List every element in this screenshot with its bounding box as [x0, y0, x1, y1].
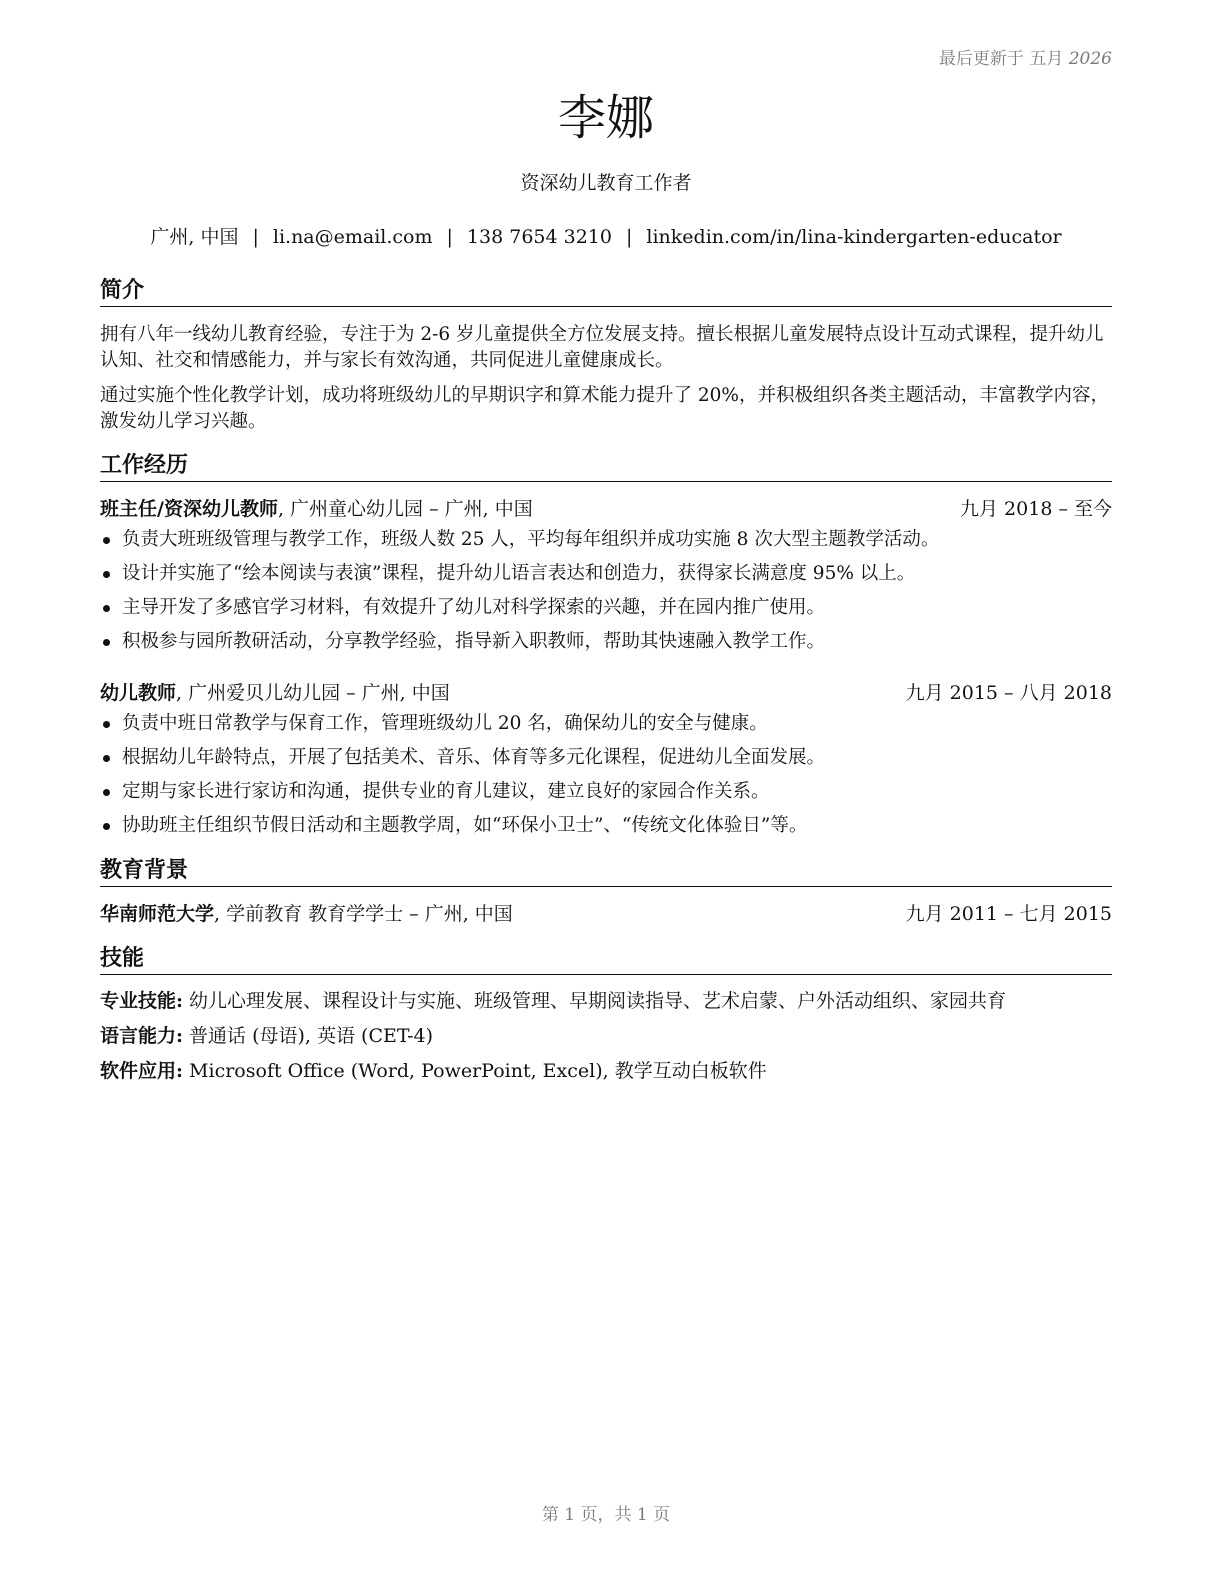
last-updated-prefix: 最后更新于 五月	[938, 49, 1064, 69]
contact-line	[100, 224, 1112, 250]
last-updated-year: 2026	[1068, 49, 1112, 69]
contact-separator: |	[252, 226, 259, 248]
list-item: 定期与家长进行家访和沟通，提供专业的育儿建议，建立良好的家园合作关系。	[100, 779, 1112, 813]
job-date: 九月 2018 – 至今	[960, 498, 1112, 520]
job-header	[100, 680, 1112, 706]
list-item: 积极参与园所教研活动，分享教学经验，指导新入职教师，帮助其快速融入教学工作。	[100, 629, 1112, 663]
list-item: 负责大班班级管理与教学工作，班级人数 25 人，平均每年组织并成功实施 8 次大型主题教学活动。	[100, 527, 1112, 561]
list-item: 根据幼儿年龄特点，开展了包括美术、音乐、体育等多元化课程，促进幼儿全面发展。	[100, 745, 1112, 779]
job-bullets	[100, 527, 1112, 663]
skill-line	[100, 988, 1112, 1014]
section-title-experience: 工作经历	[100, 452, 1112, 482]
skill-value: Microsoft Office (Word, PowerPoint, Excel), 教学互动白板软件	[183, 1060, 767, 1082]
skill-label: 软件应用:	[100, 1060, 184, 1082]
skill-label: 专业技能:	[100, 990, 184, 1012]
list-item: 设计并实施了“绘本阅读与表演”课程，提升幼儿语言表达和创造力，获得家长满意度 95% 以上。	[100, 561, 1112, 595]
contact-email[interactable]: li.na@email.com	[272, 226, 433, 248]
contact-separator: |	[446, 226, 453, 248]
list-item: 协助班主任组织节假日活动和主题教学周，如“环保小卫士”、“传统文化体验日”等。	[100, 813, 1112, 847]
job-organization: , 广州童心幼儿园 – 广州, 中国	[277, 498, 533, 520]
list-item: 主导开发了多感官学习材料，有效提升了幼儿对科学探索的兴趣，并在园内推广使用。	[100, 595, 1112, 629]
job-role: 幼儿教师	[100, 682, 177, 704]
contact-linkedin[interactable]: linkedin.com/in/lina-kindergarten-educator	[646, 226, 1062, 248]
summary-paragraph: 通过实施个性化教学计划，成功将班级幼儿的早期识字和算术能力提升了 20%，并积极组织各类主题活动，丰富教学内容，激发幼儿学习兴趣。	[100, 385, 1110, 432]
candidate-headline: 资深幼儿教育工作者	[520, 172, 692, 194]
job-bullets	[100, 711, 1112, 847]
school-name: 华南师范大学	[100, 903, 215, 925]
education-entry	[100, 901, 1112, 927]
summary-paragraph: 拥有八年一线幼儿教育经验，专注于为 2-6 岁儿童提供全方位发展支持。擅长根据儿童发展特点设计互动式课程，提升幼儿认知、社交和情感能力，并与家长有效沟通，共同促进儿童健康成长。	[100, 324, 1104, 371]
skill-value: 普通话 (母语), 英语 (CET-4)	[183, 1025, 434, 1047]
skill-label: 语言能力:	[100, 1025, 184, 1047]
job-organization: , 广州爱贝儿幼儿园 – 广州, 中国	[176, 682, 450, 704]
skill-line	[100, 1023, 1112, 1049]
section-title-education: 教育背景	[100, 857, 1112, 887]
skill-value: 幼儿心理发展、课程设计与实施、班级管理、早期阅读指导、艺术启蒙、户外活动组织、家园共育	[183, 990, 1007, 1012]
job-header	[100, 496, 1112, 522]
contact-location: 广州, 中国	[150, 226, 239, 248]
section-title-skills: 技能	[100, 945, 1112, 975]
degree-detail: , 学前教育 教育学学士 – 广州, 中国	[214, 903, 513, 925]
section-title-summary: 简介	[100, 277, 1112, 307]
page-number: 第 1 页，共 1 页	[541, 1505, 671, 1525]
job-date: 九月 2015 – 八月 2018	[905, 682, 1112, 704]
candidate-name: 李娜	[557, 90, 654, 146]
contact-phone[interactable]: 138 7654 3210	[466, 226, 612, 248]
list-item: 负责中班日常教学与保育工作，管理班级幼儿 20 名，确保幼儿的安全与健康。	[100, 711, 1112, 745]
job-role: 班主任/资深幼儿教师	[100, 498, 278, 520]
education-date: 九月 2011 – 七月 2015	[905, 903, 1112, 925]
skill-line	[100, 1058, 1112, 1084]
contact-separator: |	[625, 226, 633, 248]
resume-page	[100, 0, 1112, 1584]
last-updated	[939, 44, 1112, 69]
